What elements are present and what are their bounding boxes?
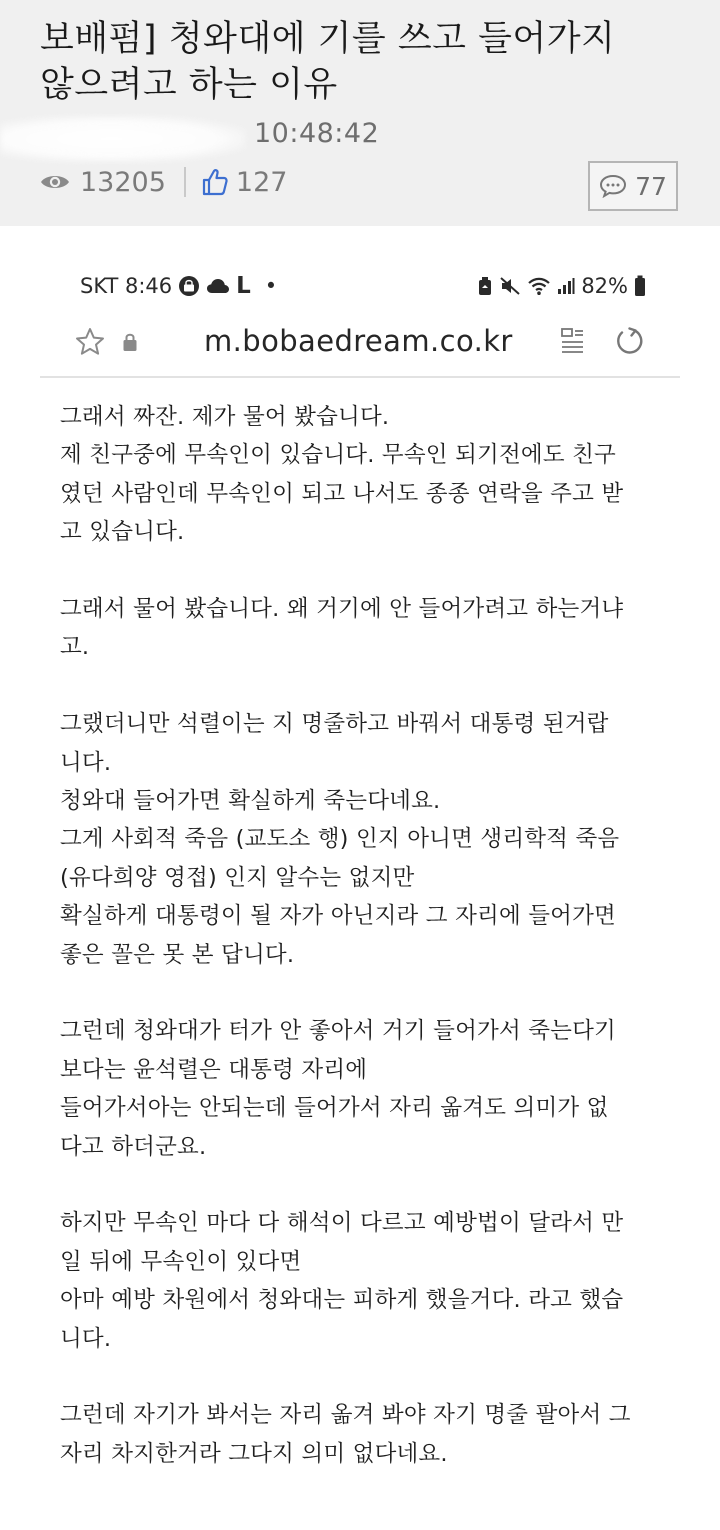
article-line: 니다.	[60, 1325, 112, 1352]
article-paragraph	[60, 1012, 670, 1166]
article-line: 자리 차지한거라 그다지 의미 없다네요.	[60, 1440, 448, 1467]
article-paragraph	[60, 705, 670, 974]
post-title-line: 않으려고 하는 이유	[40, 65, 338, 105]
article-line: (유다희양 영접) 인지 알수는 없지만	[60, 864, 415, 891]
status-bar-left	[80, 273, 277, 299]
view-count-value: 13205	[80, 166, 166, 198]
article-line: 그래서 물어 봤습니다. 왜 거기에 안 들어가려고 하는거냐	[60, 596, 624, 623]
reader-mode-icon[interactable]	[559, 327, 585, 361]
view-count	[40, 167, 166, 198]
mute-icon	[499, 276, 521, 296]
post-header	[0, 0, 720, 226]
like-count[interactable]	[202, 167, 288, 198]
article-line: 제 친구중에 무속인이 있습니다. 무속인 되기전에도 친구	[60, 442, 616, 469]
post-stats	[40, 162, 287, 202]
article-line: 확실하게 대통령이 될 자가 아닌지라 그 자리에 들어가면	[60, 903, 616, 930]
article-body	[60, 398, 670, 1512]
article-line: 청와대 들어가면 확실하게 죽는다네요.	[60, 788, 441, 815]
article-line: 일 뒤에 무속인이 있다면	[60, 1248, 302, 1275]
article-line: 그런데 자기가 봐서는 자리 옮겨 봐야 자기 명줄 팔아서 그	[60, 1402, 631, 1429]
url-address[interactable]: m.bobaedream.co.kr	[204, 324, 513, 358]
article-line: 보다는 윤석렬은 대통령 자리에	[60, 1056, 368, 1083]
recycle-icon	[477, 276, 493, 296]
signal-icon	[557, 277, 575, 295]
lock-icon	[122, 332, 138, 356]
article-paragraph	[60, 590, 670, 667]
comment-count-button[interactable]	[588, 161, 678, 211]
article-line: 고.	[60, 634, 90, 661]
reload-icon[interactable]	[614, 325, 646, 361]
star-icon[interactable]	[74, 326, 106, 362]
author-name-redacted	[0, 116, 246, 162]
article-line: 고 있습니다.	[60, 519, 185, 546]
article-line: 들어가서아는 안되는데 들어가서 자리 옮겨도 의미가 없	[60, 1095, 609, 1122]
article-line: 였던 사람인데 무속인이 되고 나서도 종종 연락을 주고 받	[60, 480, 624, 507]
status-bar-right	[477, 274, 646, 298]
speech-bubble-icon	[599, 174, 627, 198]
stat-divider	[184, 167, 186, 197]
cloud-icon	[206, 278, 230, 294]
article-paragraph	[60, 1204, 670, 1358]
post-title	[40, 16, 680, 108]
l-indicator: L	[236, 273, 251, 299]
article-line: 니다.	[60, 749, 112, 776]
comment-count-value: 77	[635, 171, 667, 201]
phone-status-bar	[80, 268, 646, 304]
battery-percent: 82%	[581, 274, 628, 298]
eye-icon	[40, 172, 70, 192]
browser-url-bar	[40, 318, 680, 378]
thumbs-up-icon[interactable]	[202, 168, 228, 196]
post-title-line: 보배펌] 청와대에 기를 쓰고 들어가지	[40, 19, 616, 59]
article-line: 그런데 청와대가 터가 안 좋아서 거기 들어가서 죽는다기	[60, 1018, 616, 1045]
article-line: 아마 예방 차원에서 청와대는 피하게 했을거다. 라고 했습	[60, 1287, 624, 1314]
like-count-value: 127	[235, 166, 288, 198]
post-time: 10:48:42	[254, 118, 380, 149]
article-line: 다고 하더군요.	[60, 1133, 207, 1160]
notification-dot: •	[264, 274, 278, 298]
carrier-time: SKT 8:46	[80, 274, 173, 298]
article-paragraph	[60, 398, 670, 552]
article-line: 그랬더니만 석렬이는 지 명줄하고 바꿔서 대통령 된거랍	[60, 711, 609, 738]
article-paragraph	[60, 1396, 670, 1473]
article-line: 그게 사회적 죽음 (교도소 행) 인지 아니면 생리학적 죽음	[60, 826, 620, 853]
battery-icon	[634, 275, 646, 297]
article-line: 그래서 짜잔. 제가 물어 봤습니다.	[60, 404, 390, 430]
article-line: 좋은 꼴은 못 본 답니다.	[60, 941, 295, 968]
wifi-icon	[527, 276, 551, 296]
app-lock-icon	[178, 275, 200, 297]
article-line: 하지만 무속인 마다 다 해석이 다르고 예방법이 달라서 만	[60, 1210, 624, 1237]
